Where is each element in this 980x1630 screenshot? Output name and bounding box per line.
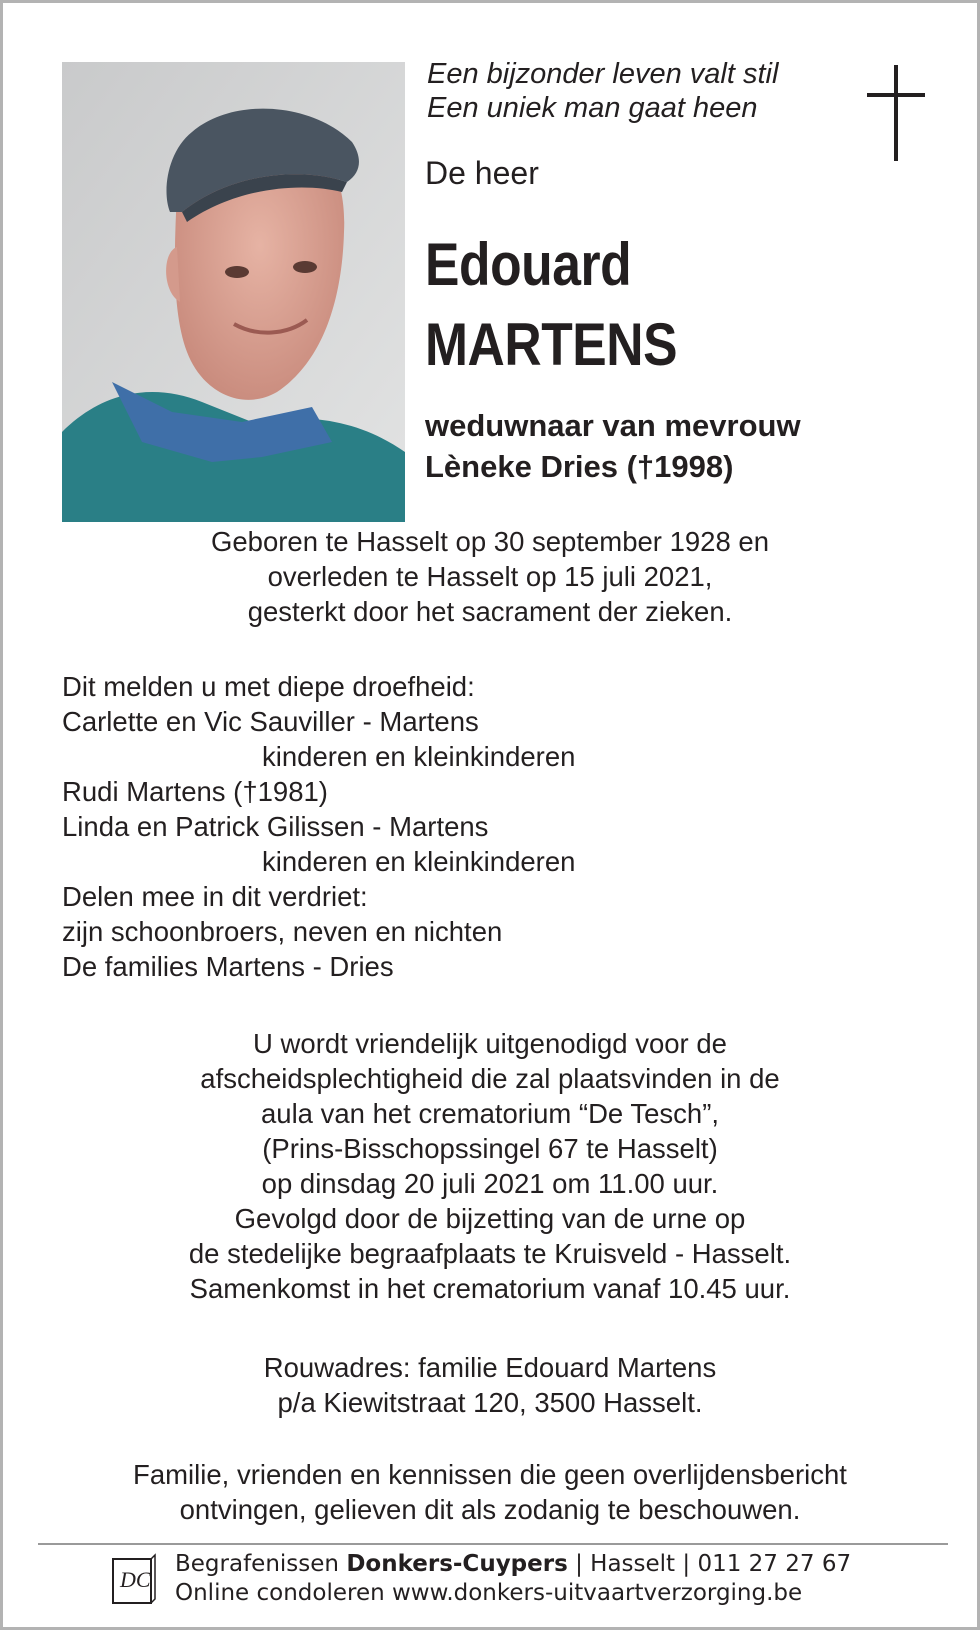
spouse-line: weduwnaar van mevrouw xyxy=(425,408,801,443)
ceremony-line: U wordt vriendelijk uitgenodigd voor de xyxy=(253,1028,727,1059)
address-line: Rouwadres: familie Edouard Martens xyxy=(263,1352,717,1383)
ceremony-line: afscheidsplechtigheid die zal plaatsvinden in de xyxy=(200,1063,780,1094)
ceremony-line: Gevolgd door de bijzetting van de urne op xyxy=(234,1203,746,1234)
ceremony-info xyxy=(3,1026,977,1306)
family-line: kinderen en kleinkinderen xyxy=(262,846,576,877)
notice-line: Familie, vrienden en kennissen die geen overlijdensbericht xyxy=(133,1459,847,1490)
opening-verse xyxy=(427,57,778,125)
family-line: Carlette en Vic Sauviller - Martens xyxy=(62,706,479,737)
family-line: kinderen en kleinkinderen xyxy=(262,741,576,772)
family-line: Delen mee in dit verdriet: xyxy=(62,881,368,912)
text-line: Geboren te Hasselt op 30 september 1928 en xyxy=(210,526,769,557)
address-line: p/a Kiewitstraat 120, 3500 Hasselt. xyxy=(277,1387,703,1418)
deceased-name xyxy=(425,225,677,385)
undertaker-online[interactable]: Online condoleren www.donkers-uitvaartverzorging.be xyxy=(175,1580,803,1606)
undertaker-line xyxy=(175,1550,851,1579)
family-line: Dit melden u met diepe droefheid: xyxy=(62,671,475,702)
ceremony-line: Samenkomst in het crematorium vanaf 10.45 uur. xyxy=(189,1273,791,1304)
last-name: MARTENS xyxy=(425,311,678,378)
notice-line: ontvingen, gelieven dit als zodanig te beschouwen. xyxy=(179,1494,801,1525)
family-line: De families Martens - Dries xyxy=(62,951,394,982)
text-line: overleden te Hasselt op 15 juli 2021, xyxy=(267,561,713,592)
undertaker-info xyxy=(175,1550,851,1608)
portrait-photo xyxy=(62,62,405,522)
family-line: zijn schoonbroers, neven en nichten xyxy=(62,916,503,947)
ceremony-line: aula van het crematorium “De Tesch”, xyxy=(260,1098,720,1129)
undertaker-city: | Hasselt | xyxy=(575,1551,691,1577)
family-list xyxy=(62,669,862,984)
closing-notice xyxy=(3,1457,977,1527)
svg-text:DC: DC xyxy=(120,1567,151,1592)
ceremony-line: (Prins-Bisschopssingel 67 te Hasselt) xyxy=(262,1133,718,1164)
footer-divider xyxy=(38,1543,948,1545)
mourning-address xyxy=(3,1350,977,1420)
ceremony-line: op dinsdag 20 juli 2021 om 11.00 uur. xyxy=(261,1168,719,1199)
spouse-line: Lèneke Dries (†1998) xyxy=(425,449,734,484)
birth-death-text xyxy=(3,524,977,629)
verse-line: Een uniek man gaat heen xyxy=(427,92,758,124)
spouse-info xyxy=(425,405,801,487)
salutation: De heer xyxy=(425,155,539,191)
verse-line: Een bijzonder leven valt stil xyxy=(427,58,779,90)
undertaker-prefix: Begrafenissen xyxy=(175,1551,339,1577)
undertaker-phone: 011 27 27 67 xyxy=(697,1551,852,1577)
first-name: Edouard xyxy=(425,231,632,298)
portrait-image xyxy=(62,62,405,522)
undertaker-name: Donkers-Cuypers xyxy=(346,1551,568,1577)
ceremony-line: de stedelijke begraafplaats te Kruisveld - Hasselt. xyxy=(188,1238,792,1269)
family-line: Linda en Patrick Gilissen - Martens xyxy=(62,811,489,842)
family-line: Rudi Martens (†1981) xyxy=(62,776,328,807)
undertaker-logo-icon xyxy=(111,1553,157,1607)
cross-icon xyxy=(867,65,925,161)
text-line: gesterkt door het sacrament der zieken. xyxy=(247,596,733,627)
